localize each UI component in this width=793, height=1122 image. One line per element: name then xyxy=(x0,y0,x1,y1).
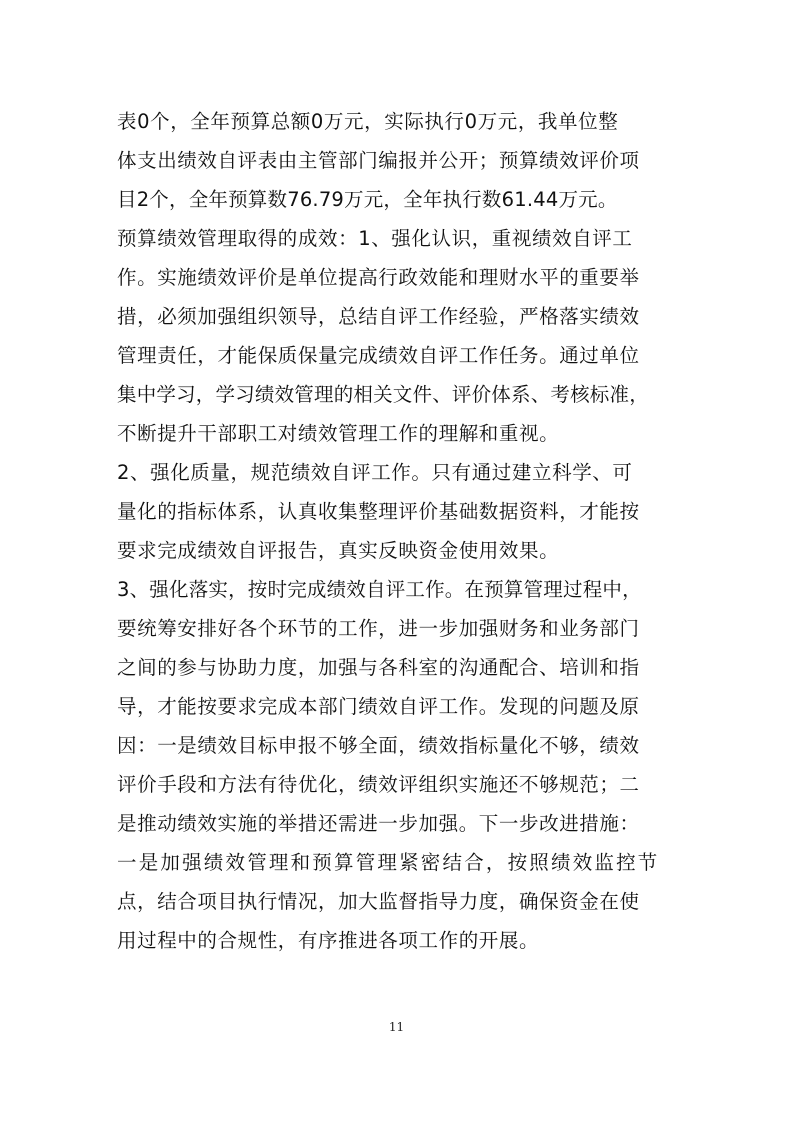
text-line: 导，才能按要求完成本部门绩效自评工作。发现的问题及原 xyxy=(117,695,640,718)
text-line: 用过程中的合规性，有序推进各项工作的开展。 xyxy=(117,929,540,952)
text-line: 要统筹安排好各个环节的工作，进一步加强财务和业务部门 xyxy=(117,617,640,640)
text-line: 一是加强绩效管理和预算管理紧密结合，按照绩效监控节 xyxy=(117,851,660,874)
text-line: 是推动绩效实施的举措还需进一步加强。下一步改进措施： xyxy=(117,812,640,835)
text-line: 目2个，全年预算数76.79万元，全年执行数61.44万元。 xyxy=(117,188,618,211)
text-line: 管理责任，才能保质保量完成绩效自评工作任务。通过单位 xyxy=(117,344,640,367)
page-number: 11 xyxy=(388,1020,405,1034)
text-line: 评价手段和方法有待优化，绩效评组织实施还不够规范；二 xyxy=(117,773,640,796)
text-line: 之间的参与协助力度，加强与各科室的沟通配合、培训和指 xyxy=(117,656,640,679)
body-text xyxy=(117,102,697,960)
text-line: 因：一是绩效目标申报不够全面，绩效指标量化不够，绩效 xyxy=(117,734,640,757)
text-line: 不断提升干部职工对绩效管理工作的理解和重视。 xyxy=(117,422,560,445)
text-line: 预算绩效管理取得的成效：1、强化认识，重视绩效自评工 xyxy=(117,227,633,250)
text-line: 体支出绩效自评表由主管部门编报并公开；预算绩效评价项 xyxy=(117,149,640,172)
text-line: 措，必须加强组织领导，总结自评工作经验，严格落实绩效 xyxy=(117,305,640,328)
text-line: 集中学习，学习绩效管理的相关文件、评价体系、考核标准， xyxy=(117,383,649,406)
text-line: 表0个，全年预算总额0万元，实际执行0万元，我单位整 xyxy=(117,110,619,133)
text-line: 量化的指标体系，认真收集整理评价基础数据资料，才能按 xyxy=(117,500,640,523)
text-line: 要求完成绩效自评报告，真实反映资金使用效果。 xyxy=(117,539,560,562)
text-line: 点，结合项目执行情况，加大监督指导力度，确保资金在使 xyxy=(117,890,640,913)
text-line: 2、强化质量，规范绩效自评工作。只有通过建立科学、可 xyxy=(117,461,633,484)
text-line: 作。实施绩效评价是单位提高行政效能和理财水平的重要举 xyxy=(117,266,640,289)
text-line: 3、强化落实，按时完成绩效自评工作。在预算管理过程中， xyxy=(117,578,642,601)
